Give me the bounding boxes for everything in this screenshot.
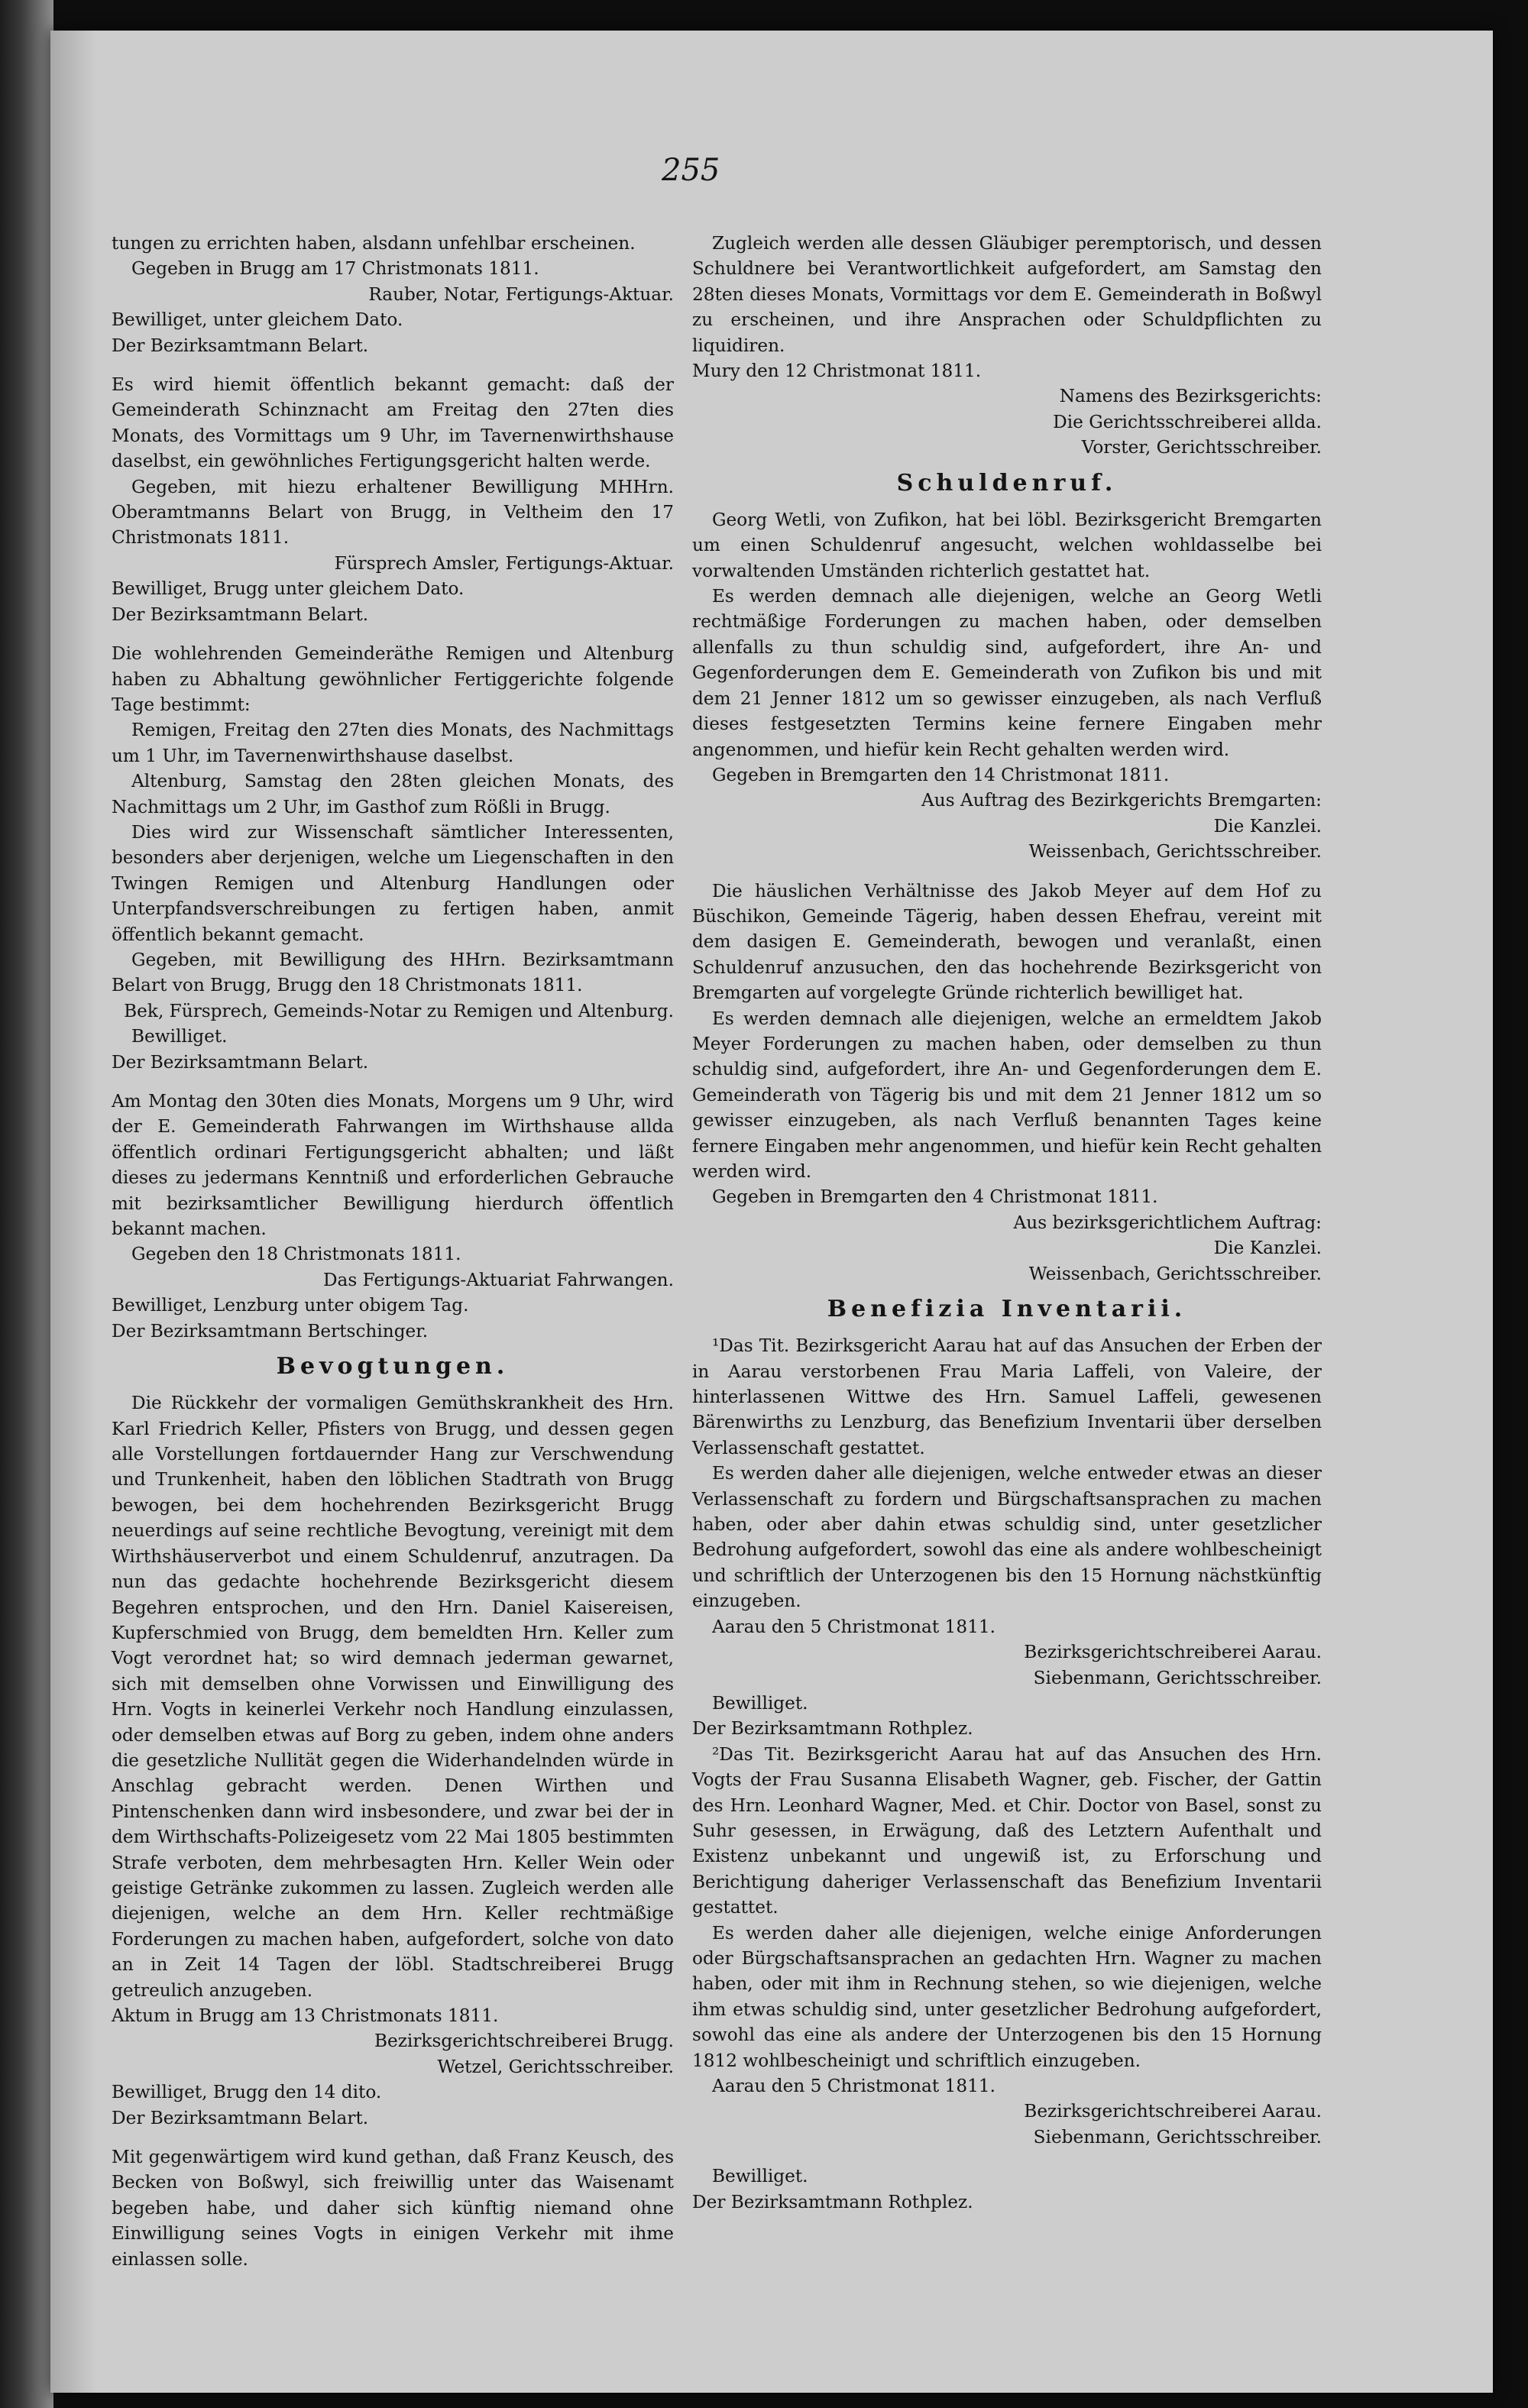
- signature-line: Wetzel, Gerichtsschreiber.: [437, 2056, 674, 2077]
- signature-line: Vorster, Gerichtsschreiber.: [1081, 437, 1322, 458]
- paragraph-spacer: [112, 358, 674, 372]
- paragraph-spacer: [692, 865, 1322, 879]
- signature-line: Die Kanzlei.: [1213, 1238, 1322, 1259]
- signature-line: Bezirksgerichtschreiberei Aarau.: [1024, 1642, 1322, 1663]
- signature-line: Aus Auftrag des Bezirkgerichts Bremgarten:: [921, 790, 1322, 811]
- notice-paragraph: Die wohlehrenden Gemeinderäthe Remigen und Altenburg haben zu Abhaltung gewöhnlicher Fertiggerichte folgende Tage bestimmt:: [112, 643, 674, 715]
- signature-line: Rauber, Notar, Fertigungs-Aktuar.: [368, 283, 674, 305]
- notice-paragraph: Es wird hiemit öffentlich bekannt gemacht: daß der Gemeinderath Schinznacht am Freitag den 27ten dies Monats, des Vormittags um 9 Uhr, im Tavernenwirthshause daselbst, ein gewöhnliches Fertigungsgericht halten werde.: [112, 374, 674, 472]
- signature-line: Bezirksgerichtschreiberei Aarau.: [1024, 2101, 1322, 2122]
- signature-line: Die Gerichtsschreiberei allda.: [1053, 411, 1322, 432]
- signature-line: Das Fertigungs-Aktuariat Fahrwangen.: [322, 1269, 674, 1290]
- notice-paragraph: Bewilliget.: [712, 1692, 808, 1714]
- notice-paragraph: tungen zu errichten haben, alsdann unfehlbar erscheinen.: [112, 233, 636, 254]
- notice-paragraph: Altenburg, Samstag den 28ten gleichen Monats, des Nachmittags um 2 Uhr, im Gasthof zum Rößli in Brugg.: [112, 771, 674, 817]
- notice-paragraph: Dies wird zur Wissenschaft sämtlicher Interessenten, besonders aber derjenigen, welche um Liegenschaften in den Twingen Remigen und Altenburg Handlungen oder Unterpfandsverschreibungen zu fertigen haben, anmit öffentlich bekannt gemacht.: [112, 821, 674, 945]
- notice-paragraph: Gegeben, mit Bewilligung des HHrn. Bezirksamtmann Belart von Brugg, Brugg den 18 Christmonats 1811.: [112, 949, 674, 996]
- notice-paragraph: Aarau den 5 Christmonat 1811.: [712, 2076, 995, 2096]
- notice-paragraph: Es werden demnach alle diejenigen, welche an ermeldtem Jakob Meyer Forderungen zu machen haben, oder demselben zu thun schuldig sind, aufgefordert, ihre An- und Gegenforderungen dem E. Gemeinderath von Tägerig bis und mit dem 21 Jenner 1812 um so gewisser einzugeben, als nach Verfluß benannten Tages keine fernere Eingaben mehr angenommen, und hiefür kein Recht gehalten werden wird.: [692, 1008, 1322, 1182]
- notice-paragraph: Gegeben, mit hiezu erhaltener Bewilligung MHHrn. Oberamtmanns Belart von Brugg, in Veltheim den 17 Christmonats 1811.: [112, 476, 674, 549]
- newspaper-page: [50, 31, 1493, 2393]
- paragraph-spacer: [112, 2131, 674, 2144]
- notice-paragraph: Bewilliget, Brugg unter gleichem Dato.: [112, 578, 465, 600]
- book-spine: [0, 0, 53, 2408]
- notice-paragraph: Aktum in Brugg am 13 Christmonats 1811.: [112, 2005, 499, 2026]
- notice-paragraph: Zugleich werden alle dessen Gläubiger peremptorisch, und dessen Schuldnere bei Verantwortlichkeit aufgefordert, am Samstag den 28ten dieses Monats, Vormittags vor dem E. Gemeinderath in Boßwyl zu erscheinen, und ihre Ansprachen oder Schuldpflichten zu liquidiren.: [692, 233, 1322, 356]
- notice-paragraph: Bewilliget.: [131, 1026, 228, 1047]
- right-column: [692, 231, 1322, 2215]
- notice-paragraph: ²Das Tit. Bezirksgericht Aarau hat auf das Ansuchen des Hrn. Vogts der Frau Susanna Elisabeth Wagner, geb. Fischer, der Gattin des Hrn. Leonhard Wagner, Med. et Chir. Doctor von Basel, sonst zu Suhr gesessen, in Erwägung, daß des Letztern Aufenthalt und Existenz unbekannt und ungewiß ist, zu Erforschung und Berichtigung daheriger Verlassenschaft das Benefizium Inventarii gestattet.: [692, 1743, 1322, 1918]
- notice-paragraph: Gegeben in Bremgarten den 4 Christmonat 1811.: [712, 1186, 1158, 1208]
- notice-paragraph: Aarau den 5 Christmonat 1811.: [712, 1616, 995, 1637]
- signature-line: Weissenbach, Gerichtsschreiber.: [1028, 841, 1322, 863]
- page-fold-shadow: [50, 31, 96, 2393]
- section-heading: Bevogtungen.: [276, 1353, 510, 1380]
- section-heading: Benefizia Inventarii.: [827, 1296, 1187, 1323]
- notice-paragraph: Georg Wetli, von Zufikon, hat bei löbl. Bezirksgericht Bremgarten um einen Schuldenruf angesucht, welchen wohldasselbe bei vorwaltenden Umständen richterlich gestattet hat.: [692, 509, 1322, 581]
- notice-paragraph: Mury den 12 Christmonat 1811.: [692, 361, 982, 382]
- paragraph-spacer: [112, 1075, 674, 1089]
- notice-paragraph: Der Bezirksamtmann Rothplez.: [692, 2191, 973, 2212]
- notice-paragraph: Gegeben in Brugg am 17 Christmonats 1811.: [131, 258, 539, 280]
- signature-line: Bezirksgerichtschreiberei Brugg.: [374, 2031, 674, 2052]
- notice-paragraph: Es werden daher alle diejenigen, welche einige Anforderungen oder Bürgschaftsansprachen an gedachten Hrn. Wagner zu machen haben, oder mit ihm in Rechnung stehen, so wie diejenigen, welche ihm etwas schuldig sind, unter gesetzlicher Bedrohung aufgefordert, sowohl das eine als andere der Unterzogenen bis den 15 Hornung 1812 wohlbescheinigt und schriftlich einzugeben.: [692, 1922, 1322, 2071]
- signature-line: Die Kanzlei.: [1213, 815, 1322, 837]
- signature-line: Namens des Bezirksgerichts:: [1059, 386, 1322, 407]
- signature-line: Fürsprech Amsler, Fertigungs-Aktuar.: [334, 552, 674, 574]
- notice-paragraph: Am Montag den 30ten dies Monats, Morgens um 9 Uhr, wird der E. Gemeinderath Fahrwangen im Wirthshause allda öffentlich ordinari Fertigungsgericht abhalten; und läßt dieses zu jedermans Kenntniß und erforderlichen Gebrauche mit bezirksamtlicher Bewilligung hierdurch öffentlich bekannt machen.: [112, 1091, 674, 1240]
- notice-paragraph: Der Bezirksamtmann Belart.: [112, 335, 369, 356]
- section-heading: Schuldenruf.: [896, 469, 1118, 497]
- signature-line: Weissenbach, Gerichtsschreiber.: [1028, 1263, 1322, 1284]
- notice-paragraph: Die häuslichen Verhältnisse des Jakob Meyer auf dem Hof zu Büschikon, Gemeinde Tägerig, haben dessen Ehefrau, vereint mit dem dasigen E. Gemeinderath, bewogen und veranlaßt, einen Schuldenruf anzusuchen, den das hochehrende Bezirksgericht von Bremgarten auf vorgelegte Gründe richterlich bewilliget hat.: [692, 880, 1322, 1004]
- paragraph-spacer: [112, 627, 674, 641]
- notice-paragraph: Bewilliget, unter gleichem Dato.: [112, 309, 403, 331]
- signature-line: Siebenmann, Gerichtsschreiber.: [1033, 1667, 1322, 1688]
- notice-paragraph: Gegeben in Bremgarten den 14 Christmonat 1811.: [712, 764, 1170, 785]
- signature-line: Aus bezirksgerichtlichem Auftrag:: [1013, 1212, 1322, 1233]
- signature-line: Bek, Fürsprech, Gemeinds-Notar zu Remigen und Altenburg.: [124, 1000, 674, 1021]
- notice-paragraph: Die Rückkehr der vormaligen Gemüthskrankheit des Hrn. Karl Friedrich Keller, Pfisters von Brugg, und dessen gegen alle Vorstellungen fortdauernder Hang zur Verschwendung und Trunkenheit, haben den löblichen Stadtrath von Brugg bewogen, bei dem hochehrenden Bezirksgericht Brugg neuerdings auf seine rechtliche Bevogtung, vereinigt mit dem Wirthshäuserverbot und einem Schuldenruf, anzutragen. Da nun das gedachte hochehrende Bezirksgericht diesem Begehren entsprochen, und den Hrn. Daniel Kaisereisen, Kupferschmied von Brugg, dem bemeldten Hrn. Keller zum Vogt verordnet hat; so wird demnach jederman gewarnet, sich mit demselben ohne Vorwissen und Einwilligung des Hrn. Vogts in keinerlei Verkehr noch Handlung einzulassen, oder demselben etwas auf Borg zu geben, indem ohne anders die gesetzliche Nullität gegen die Widerhandelnden würde in Anschlag gebracht werden. Denen Wirthen und Pintenschenken dann wird insbesondere, und zwar bei der in dem Wirthschafts-Polizeigesetz vom 22 Mai 1805 bestimmten Strafe verboten, dem mehrbesagten Hrn. Keller Wein oder geistige Getränke zukommen zu lassen. Zugleich werden alle diejenigen, welche an dem Hrn. Keller rechtmäßige Forderungen zu machen haben, aufgefordert, solche von dato an in Zeit 14 Tagen der löbl. Stadtschreiberei Brugg getreulich anzugeben.: [112, 1393, 674, 2001]
- notice-paragraph: Der Bezirksamtmann Bertschinger.: [112, 1320, 429, 1342]
- notice-paragraph: Gegeben den 18 Christmonats 1811.: [131, 1244, 461, 1265]
- notice-paragraph: Der Bezirksamtmann Belart.: [112, 2107, 369, 2128]
- notice-paragraph: Der Bezirksamtmann Rothplez.: [692, 1718, 973, 1740]
- notice-paragraph: Bewilliget, Brugg den 14 dito.: [112, 2082, 382, 2103]
- notice-paragraph: ¹Das Tit. Bezirksgericht Aarau hat auf das Ansuchen der Erben der in Aarau verstorbenen Frau Maria Laffeli, von Valeire, der hinterlassenen Wittwe des Hrn. Samuel Laffeli, gewesenen Bärenwirths zu Lenzburg, das Benefizium Inventarii über derselben Verlassenschaft gestattet.: [692, 1335, 1322, 1458]
- notice-paragraph: Der Bezirksamtmann Belart.: [112, 604, 369, 625]
- notice-paragraph: Es werden daher alle diejenigen, welche entweder etwas an dieser Verlassenschaft zu fordern und Bürgschaftsansprachen zu machen haben, oder aber dahin etwas schuldig sind, unter gesetzlicher Bedrohung aufgefordert, sowohl das eine als andere wohlbescheinigt und schriftlich der Unterzogenen bis den 15 Hornung nächstkünftig einzugeben.: [692, 1463, 1322, 1612]
- paragraph-spacer: [692, 2150, 1322, 2164]
- notice-paragraph: Es werden demnach alle diejenigen, welche an Georg Wetli rechtmäßige Forderungen zu machen haben, oder demselben allenfalls zu thun schuldig sind, aufgefordert, ihre An- und Gegenforderungen dem E. Gemeinderath von Zufikon bis und mit dem 21 Jenner 1812 um so gewisser einzugeben, als nach Verfluß dieses festgesetzten Termins keine fernere Eingaben mehr angenommen, und hiefür kein Recht gehalten werden wird.: [692, 586, 1322, 760]
- notice-paragraph: Bewilliget.: [712, 2166, 808, 2187]
- signature-line: Siebenmann, Gerichtsschreiber.: [1033, 2126, 1322, 2147]
- notice-paragraph: Bewilliget, Lenzburg unter obigem Tag.: [112, 1295, 469, 1316]
- notice-paragraph: Der Bezirksamtmann Belart.: [112, 1051, 369, 1073]
- notice-paragraph: Mit gegenwärtigem wird kund gethan, daß Franz Keusch, des Becken von Boßwyl, sich freiwillig unter das Waisenamt begeben habe, und daher sich künftig niemand ohne Einwilligung seines Vogts in einigen Verkehr mit ihme einlassen solle.: [112, 2147, 674, 2270]
- notice-paragraph: Remigen, Freitag den 27ten dies Monats, des Nachmittags um 1 Uhr, im Tavernenwirthshause daselbst.: [112, 720, 674, 766]
- page-number: 255: [662, 153, 720, 188]
- left-column: [112, 231, 674, 2272]
